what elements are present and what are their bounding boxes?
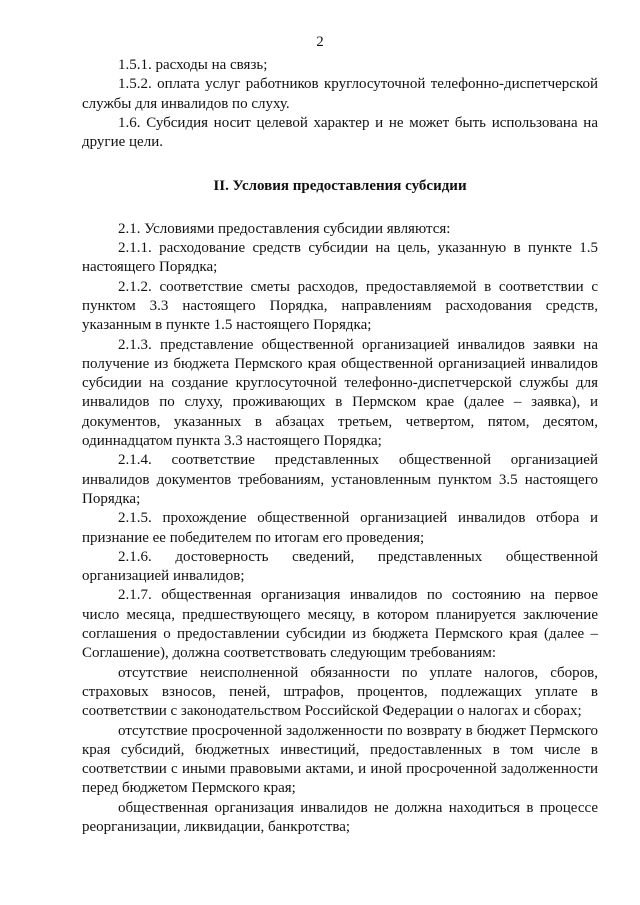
paragraph-1-5-2: 1.5.2. оплата услуг работников круглосуточной телефонно-диспетчерской службы для инвалидов по слуху. — [82, 76, 598, 112]
page-number: 2 — [316, 34, 324, 50]
paragraph-2-1-4: 2.1.4. соответствие представленных общественной организацией инвалидов документов требованиям, установленным пунктом 3.5 настоящего Порядка; — [82, 452, 598, 507]
requirement-debt: отсутствие просроченной задолженности по возврату в бюджет Пермского края субсидий, бюджетных инвестиций, предоставленных в том числе в соответствии с иными правовыми актами, и иной просроченной задолженности перед бюджетом Пермского края; — [82, 722, 598, 797]
requirement-reorganization: общественная организация инвалидов не должна находиться в процессе реорганизации, ликвидации, банкротства; — [82, 799, 598, 835]
paragraph-2-1-7: 2.1.7. общественная организация инвалидов по состоянию на первое число месяца, предшествующего месяцу, в котором планируется заключение соглашения о предоставлении субсидии из бюджета Пермского края (далее – Соглашение), должна соответствовать следующим требованиям: — [82, 587, 598, 662]
document-body — [82, 56, 598, 837]
paragraph-2-1: 2.1. Условиями предоставления субсидии являются: — [118, 220, 451, 237]
paragraph-2-1-5: 2.1.5. прохождение общественной организацией инвалидов отбора и признание ее победителем по итогам его проведения; — [82, 510, 598, 546]
paragraph-2-1-3: 2.1.3. представление общественной организацией инвалидов заявки на получение из бюджета Пермского края общественной организацией инвалидов субсидии на создание круглосуточной телефонно-диспетчерской службы для инвалидов по слуху, проживающих в Пермском крае (далее – заявка), и документов, указанных в абзацах третьем, четвертом, пятом, десятом, одиннадцатом пункта 3.3 настоящего Порядка; — [82, 336, 598, 450]
section-heading: II. Условия предоставления субсидии — [213, 178, 467, 195]
paragraph-2-1-2: 2.1.2. соответствие сметы расходов, предоставляемой в соответствии с пунктом 3.3 настоящего Порядка, направлениям расходования средств, указанным в пункте 1.5 настоящего Порядка; — [82, 278, 598, 334]
requirement-taxes: отсутствие неисполненной обязанности по уплате налогов, сборов, страховых взносов, пеней, штрафов, процентов, подлежащих уплате в соответствии с законодательством Российской Федерации о налогах и сборах; — [82, 664, 598, 720]
paragraph-2-1-6: 2.1.6. достоверность сведений, представленных общественной организацией инвалидов; — [82, 548, 598, 585]
paragraph-1-6: 1.6. Субсидия носит целевой характер и не может быть использована на другие цели. — [82, 114, 598, 151]
paragraph-1-5-1: 1.5.1. расходы на связь; — [118, 57, 268, 73]
paragraph-2-1-1: 2.1.1. расходование средств субсидии на цель, указанную в пункте 1.5 настоящего Порядка; — [82, 240, 598, 276]
